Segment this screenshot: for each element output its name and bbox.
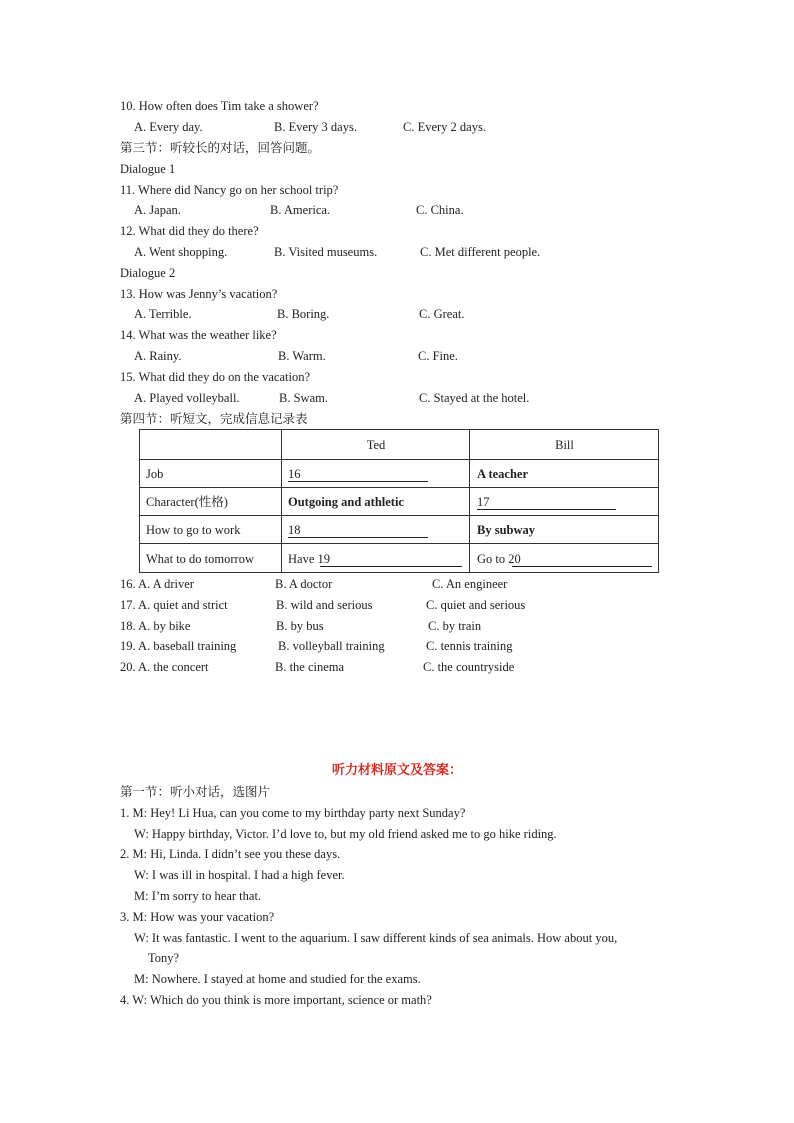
question-11: 11. Where did Nancy go on her school trip? (120, 183, 339, 197)
script-line: 1. M: Hey! Li Hua, can you come to my birthday party next Sunday? (120, 806, 466, 820)
blank-number-18: 18 (288, 523, 301, 537)
script-line: W: It was fantastic. I went to the aquarium. I saw different kinds of sea animals. How about you, (134, 931, 618, 945)
blank-number-17: 17 (477, 495, 490, 509)
table-header-bill: Bill (555, 438, 574, 452)
question-10: 10. How often does Tim take a shower? (120, 99, 319, 113)
q15-option-c: C. Stayed at the hotel. (419, 391, 530, 405)
bill-character-cell (470, 488, 659, 516)
answer-blank-line (288, 481, 428, 482)
answer-blank-line (320, 566, 462, 567)
q20-option-b: B. the cinema (275, 660, 345, 674)
answer-blank-line (288, 537, 428, 538)
script-line: W: Happy birthday, Victor. I’d love to, but my old friend asked me to go hike riding. (134, 827, 557, 841)
q10-option-c: C. Every 2 days. (403, 120, 486, 134)
q12-option-c: C. Met different people. (420, 245, 541, 259)
q15-option-b: B. Swam. (279, 391, 328, 405)
table-row-label-cell (140, 544, 282, 573)
script-line: 2. M: Hi, Linda. I didn’t see you these days. (120, 847, 341, 861)
bill-job-value: A teacher (477, 467, 529, 481)
q12-option-b: B. Visited museums. (274, 245, 378, 259)
q10-option-a: A. Every day. (134, 120, 203, 134)
q19-option-a: 19. A. baseball training (120, 639, 237, 653)
question-15: 15. What did they do on the vacation? (120, 370, 310, 384)
q14-option-b: B. Warm. (278, 349, 326, 363)
q17-option-a: 17. A. quiet and strict (120, 598, 228, 612)
q16-option-c: C. An engineer (432, 577, 508, 591)
q16-option-b: B. A doctor (275, 577, 333, 591)
have-prefix: Have (288, 552, 318, 566)
answer-blank-line (477, 509, 616, 510)
q16-option-a: 16. A. A driver (120, 577, 194, 591)
blank-number-19: 19 (317, 552, 330, 566)
info-record-table (139, 429, 659, 573)
q20-option-c: C. the countryside (423, 660, 515, 674)
dialogue1-label: Dialogue 1 (120, 162, 176, 176)
ted-character-cell (282, 488, 470, 516)
q11-option-c: C. China. (416, 203, 464, 217)
question-12: 12. What did they do there? (120, 224, 259, 238)
q17-option-b: B. wild and serious (276, 598, 373, 612)
q12-option-a: A. Went shopping. (134, 245, 228, 259)
section1-heading: 第一节：听小对话，选图片 (120, 784, 271, 799)
q10-option-b: B. Every 3 days. (274, 120, 357, 134)
bill-transport-value: By subway (477, 523, 536, 537)
script-line: W: I was ill in hospital. I had a high fever. (134, 868, 345, 882)
q13-option-b: B. Boring. (277, 307, 330, 321)
table-header-ted-cell (282, 430, 470, 460)
q14-option-c: C. Fine. (418, 349, 458, 363)
bill-job-cell (470, 460, 659, 488)
table-header-blank (140, 430, 282, 460)
script-line: Tony? (148, 951, 180, 965)
ted-transport-cell (282, 516, 470, 544)
section3-heading: 第三节：听较长的对话，回答问题。 (120, 140, 321, 155)
q15-option-a: A. Played volleyball. (134, 391, 240, 405)
q20-option-a: 20. A. the concert (120, 660, 209, 674)
ted-tomorrow-text (288, 551, 330, 567)
ted-tomorrow-cell (282, 544, 470, 573)
ted-job-cell (282, 460, 470, 488)
script-line: 4. W: Which do you think is more important, science or math? (120, 993, 432, 1007)
blank-number-16: 16 (288, 467, 301, 481)
ted-character-value: Outgoing and athletic (288, 495, 404, 509)
q19-option-c: C. tennis training (426, 639, 513, 653)
blank-number-20: 20 (508, 552, 521, 566)
answers-title: 听力材料原文及答案： (331, 763, 462, 778)
table-row-label-cell (140, 488, 282, 516)
q18-option-a: 18. A. by bike (120, 619, 191, 633)
script-line: M: I’m sorry to hear that. (134, 889, 262, 903)
script-line: 3. M: How was your vacation? (120, 910, 275, 924)
table-row-label-cell (140, 460, 282, 488)
dialogue2-label: Dialogue 2 (120, 266, 176, 280)
q13-option-a: A. Terrible. (134, 307, 192, 321)
q18-option-b: B. by bus (276, 619, 324, 633)
go-to-prefix: Go to (477, 552, 509, 566)
table-header-ted: Ted (366, 438, 386, 452)
q18-option-c: C. by train (428, 619, 482, 633)
q11-option-b: B. America. (270, 203, 331, 217)
row-label-character: Character(性格) (146, 495, 228, 509)
section4-heading: 第四节：听短文，完成信息记录表 (120, 411, 308, 426)
bill-tomorrow-text (477, 551, 521, 567)
row-label-how-to-go: How to go to work (146, 523, 241, 537)
bill-tomorrow-cell (470, 544, 659, 573)
bill-transport-cell (470, 516, 659, 544)
q14-option-a: A. Rainy. (134, 349, 182, 363)
table-row-label-cell (140, 516, 282, 544)
script-line: M: Nowhere. I stayed at home and studied for the exams. (134, 972, 421, 986)
answer-blank-line (512, 566, 652, 567)
question-13: 13. How was Jenny’s vacation? (120, 287, 278, 301)
question-14: 14. What was the weather like? (120, 328, 277, 342)
row-label-job: Job (146, 467, 164, 481)
q13-option-c: C. Great. (419, 307, 465, 321)
q11-option-a: A. Japan. (134, 203, 181, 217)
table-header-bill-cell (470, 430, 659, 460)
q19-option-b: B. volleyball training (278, 639, 385, 653)
row-label-tomorrow: What to do tomorrow (146, 552, 254, 566)
q17-option-c: C. quiet and serious (426, 598, 526, 612)
